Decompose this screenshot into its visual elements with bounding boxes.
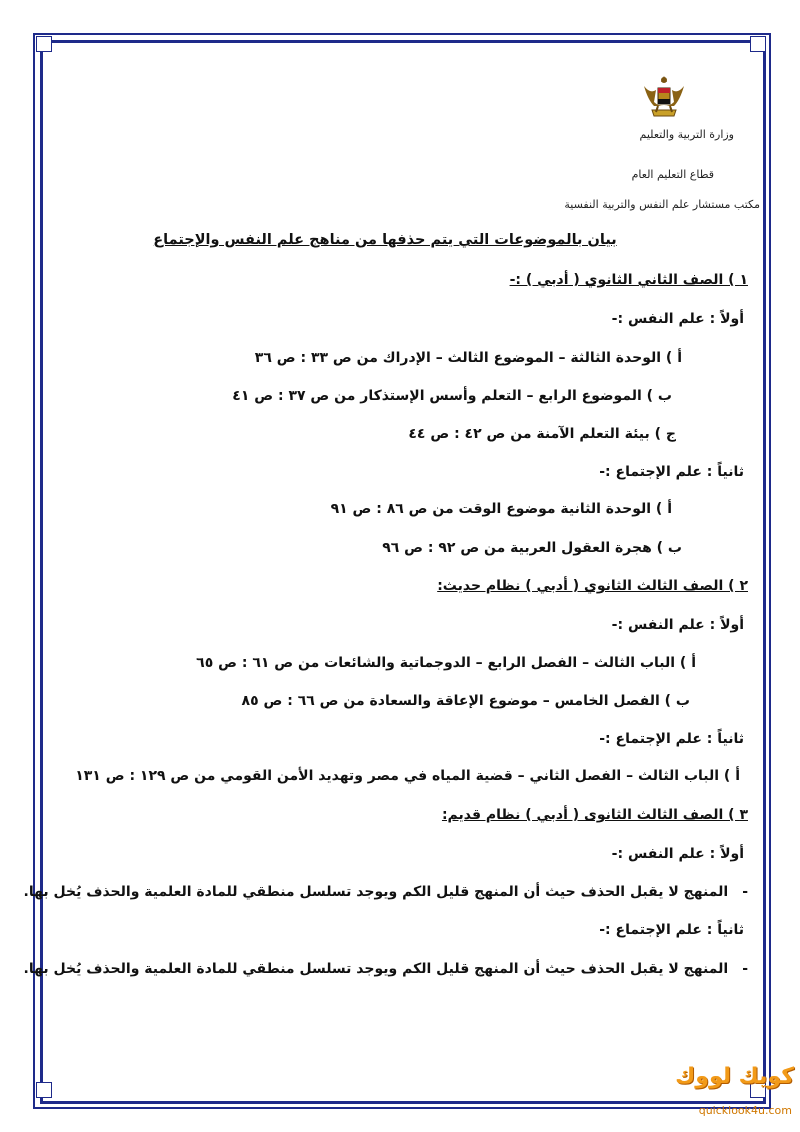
list-item: ب ) الموضوع الرابع – التعلم وأسس الإستذكار من ص ٣٧ : ص ٤١: [232, 388, 672, 404]
list-item: ب ) الفصل الخامس – موضوع الإعاقة والسعادة من ص ٦٦ : ص ٨٥: [241, 693, 690, 709]
eagle-emblem-icon: [640, 72, 688, 124]
border-corner-ornament: [36, 1082, 52, 1098]
ministry-name: وزارة التربية والتعليم: [639, 128, 734, 141]
psychology-label: أولاً : علم النفس :-: [611, 311, 744, 327]
border-corner-ornament: [36, 36, 52, 52]
bullet-dash: -: [742, 961, 748, 977]
sector-name: قطاع التعليم العام: [631, 168, 714, 181]
list-item: ب ) هجرة العقول العربية من ص ٩٢ : ص ٩٦: [382, 540, 682, 556]
list-item: ج ) بيئة التعلم الآمنة من ص ٤٢ : ص ٤٤: [408, 426, 676, 442]
watermark-brand: كويك لووك: [675, 1064, 794, 1089]
psychology-label: أولاً : علم النفس :-: [611, 846, 744, 862]
list-item: أ ) الوحدة الثالثة – الموضوع الثالث – الإدراك من ص ٣٣ : ص ٣٦: [254, 350, 682, 366]
psychology-label: أولاً : علم النفس :-: [611, 617, 744, 633]
list-item: أ ) الباب الثالث – الفصل الثاني – قضية المياه في مصر وتهديد الأمن القومي من ص ١٢٩ : ص ١٣١: [75, 768, 740, 784]
list-item: أ ) الباب الثالث – الفصل الرابع – الدوجماتية والشائعات من ص ٦١ : ص ٦٥: [196, 655, 696, 671]
office-name: مكتب مستشار علم النفس والتربية النفسية: [564, 198, 760, 211]
section-heading: ٢ ) الصف الثالث الثانوي ( أدبي ) نظام حديث:: [437, 578, 748, 594]
note-item: [24, 961, 748, 977]
section-heading: ١ ) الصف الثاني الثانوي ( أدبي ) :-: [509, 272, 748, 288]
watermark-logo: [676, 1060, 800, 1132]
bullet-dash: -: [742, 884, 748, 900]
sociology-label: ثانياً : علم الإجتماع :-: [599, 464, 744, 480]
note-text: المنهج لا يقبل الحذف حيث أن المنهج قليل الكم ويوجد تسلسل منطقي للمادة العلمية والحذف يُخل بها.: [23, 884, 729, 900]
list-item: أ ) الوحدة الثانية موضوع الوقت من ص ٨٦ : ص ٩١: [330, 501, 672, 517]
note-text: المنهج لا يقبل الحذف حيث أن المنهج قليل الكم ويوجد تسلسل منطقي للمادة العلمية والحذف يُخل بها.: [23, 961, 729, 977]
document-title: بيان بالموضوعات التي يتم حذفها من مناهج علم النفس والإجتماع: [153, 232, 617, 248]
border-corner-ornament: [750, 36, 766, 52]
section-heading: ٣ ) الصف الثالث الثانوى ( أدبي ) نظام قديم:: [441, 807, 748, 823]
sociology-label: ثانياً : علم الإجتماع :-: [599, 922, 744, 938]
note-item: [24, 884, 748, 900]
sociology-label: ثانياً : علم الإجتماع :-: [599, 731, 744, 747]
watermark-url: quicklook4u.com: [698, 1104, 792, 1117]
